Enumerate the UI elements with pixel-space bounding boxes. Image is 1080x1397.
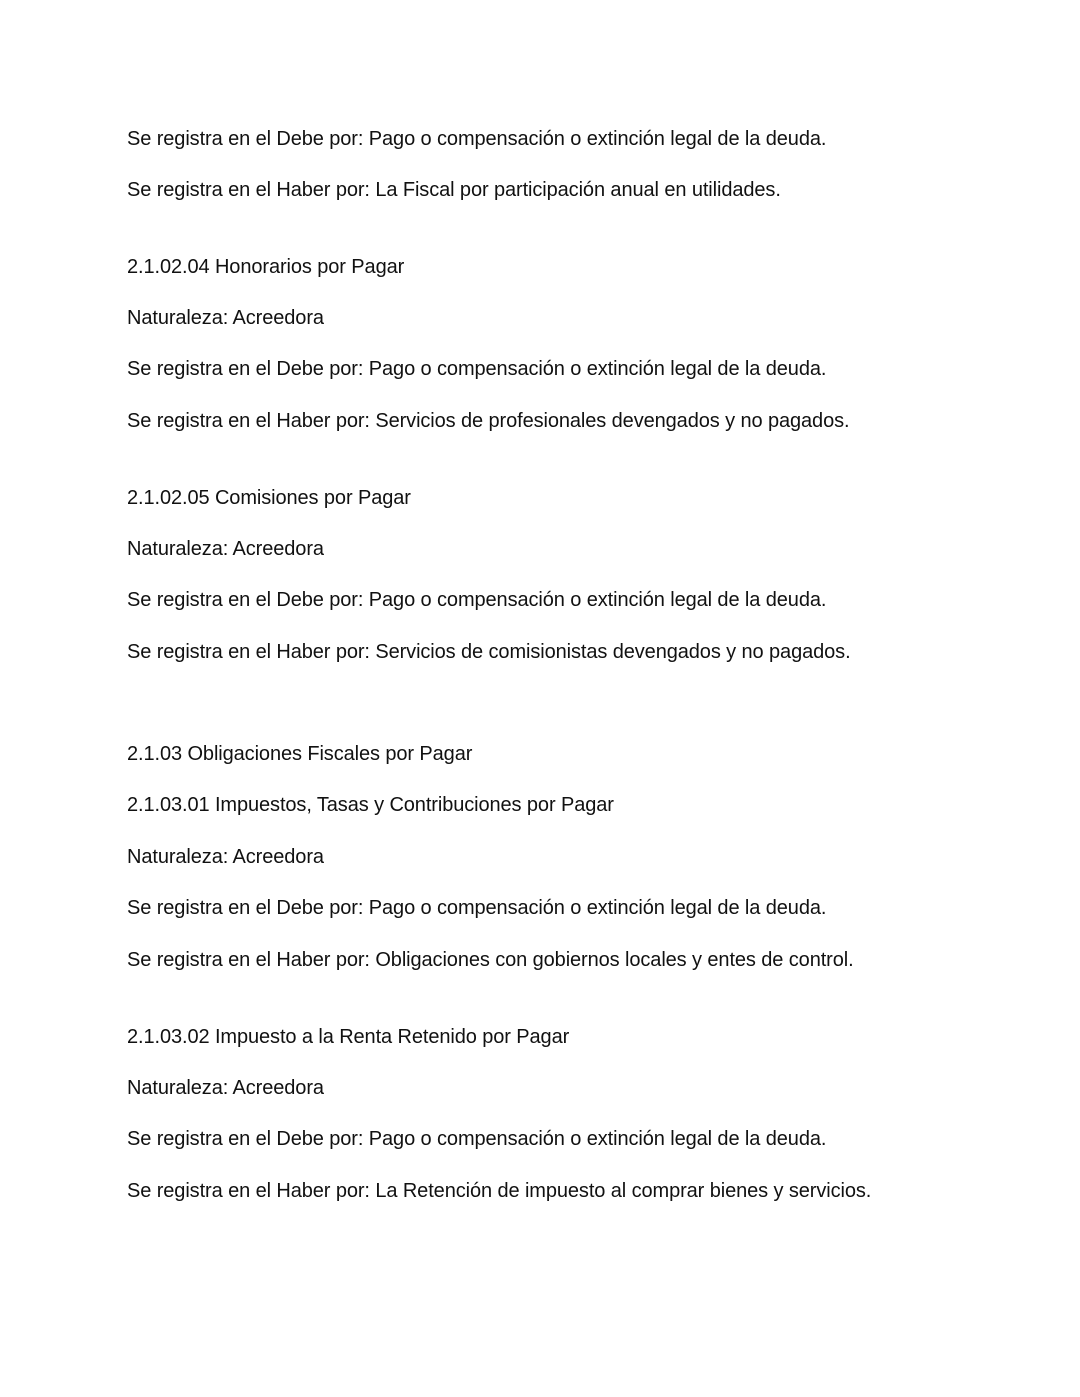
haber-line: Se registra en el Haber por: La Retención de impuesto al comprar bienes y servicios. — [127, 1180, 872, 1202]
debe-line: Se registra en el Debe por: Pago o compensación o extinción legal de la deuda. — [127, 128, 827, 150]
group-heading: 2.1.03 Obligaciones Fiscales por Pagar — [127, 743, 473, 765]
haber-line: Se registra en el Haber por: La Fiscal por participación anual en utilidades. — [127, 179, 781, 201]
account-heading: 2.1.03.01 Impuestos, Tasas y Contribuciones por Pagar — [127, 794, 614, 816]
debe-line: Se registra en el Debe por: Pago o compensación o extinción legal de la deuda. — [127, 897, 827, 919]
naturaleza-line: Naturaleza: Acreedora — [127, 1077, 324, 1099]
naturaleza-line: Naturaleza: Acreedora — [127, 538, 324, 560]
debe-line: Se registra en el Debe por: Pago o compensación o extinción legal de la deuda. — [127, 358, 827, 380]
haber-line: Se registra en el Haber por: Obligaciones con gobiernos locales y entes de control. — [127, 949, 854, 971]
haber-line: Se registra en el Haber por: Servicios de comisionistas devengados y no pagados. — [127, 641, 851, 663]
account-heading: 2.1.02.05 Comisiones por Pagar — [127, 487, 411, 509]
debe-line: Se registra en el Debe por: Pago o compensación o extinción legal de la deuda. — [127, 589, 827, 611]
account-heading: 2.1.02.04 Honorarios por Pagar — [127, 256, 405, 278]
naturaleza-line: Naturaleza: Acreedora — [127, 307, 324, 329]
haber-line: Se registra en el Haber por: Servicios de profesionales devengados y no pagados. — [127, 410, 850, 432]
naturaleza-line: Naturaleza: Acreedora — [127, 846, 324, 868]
debe-line: Se registra en el Debe por: Pago o compensación o extinción legal de la deuda. — [127, 1128, 827, 1150]
account-heading: 2.1.03.02 Impuesto a la Renta Retenido por Pagar — [127, 1026, 570, 1048]
